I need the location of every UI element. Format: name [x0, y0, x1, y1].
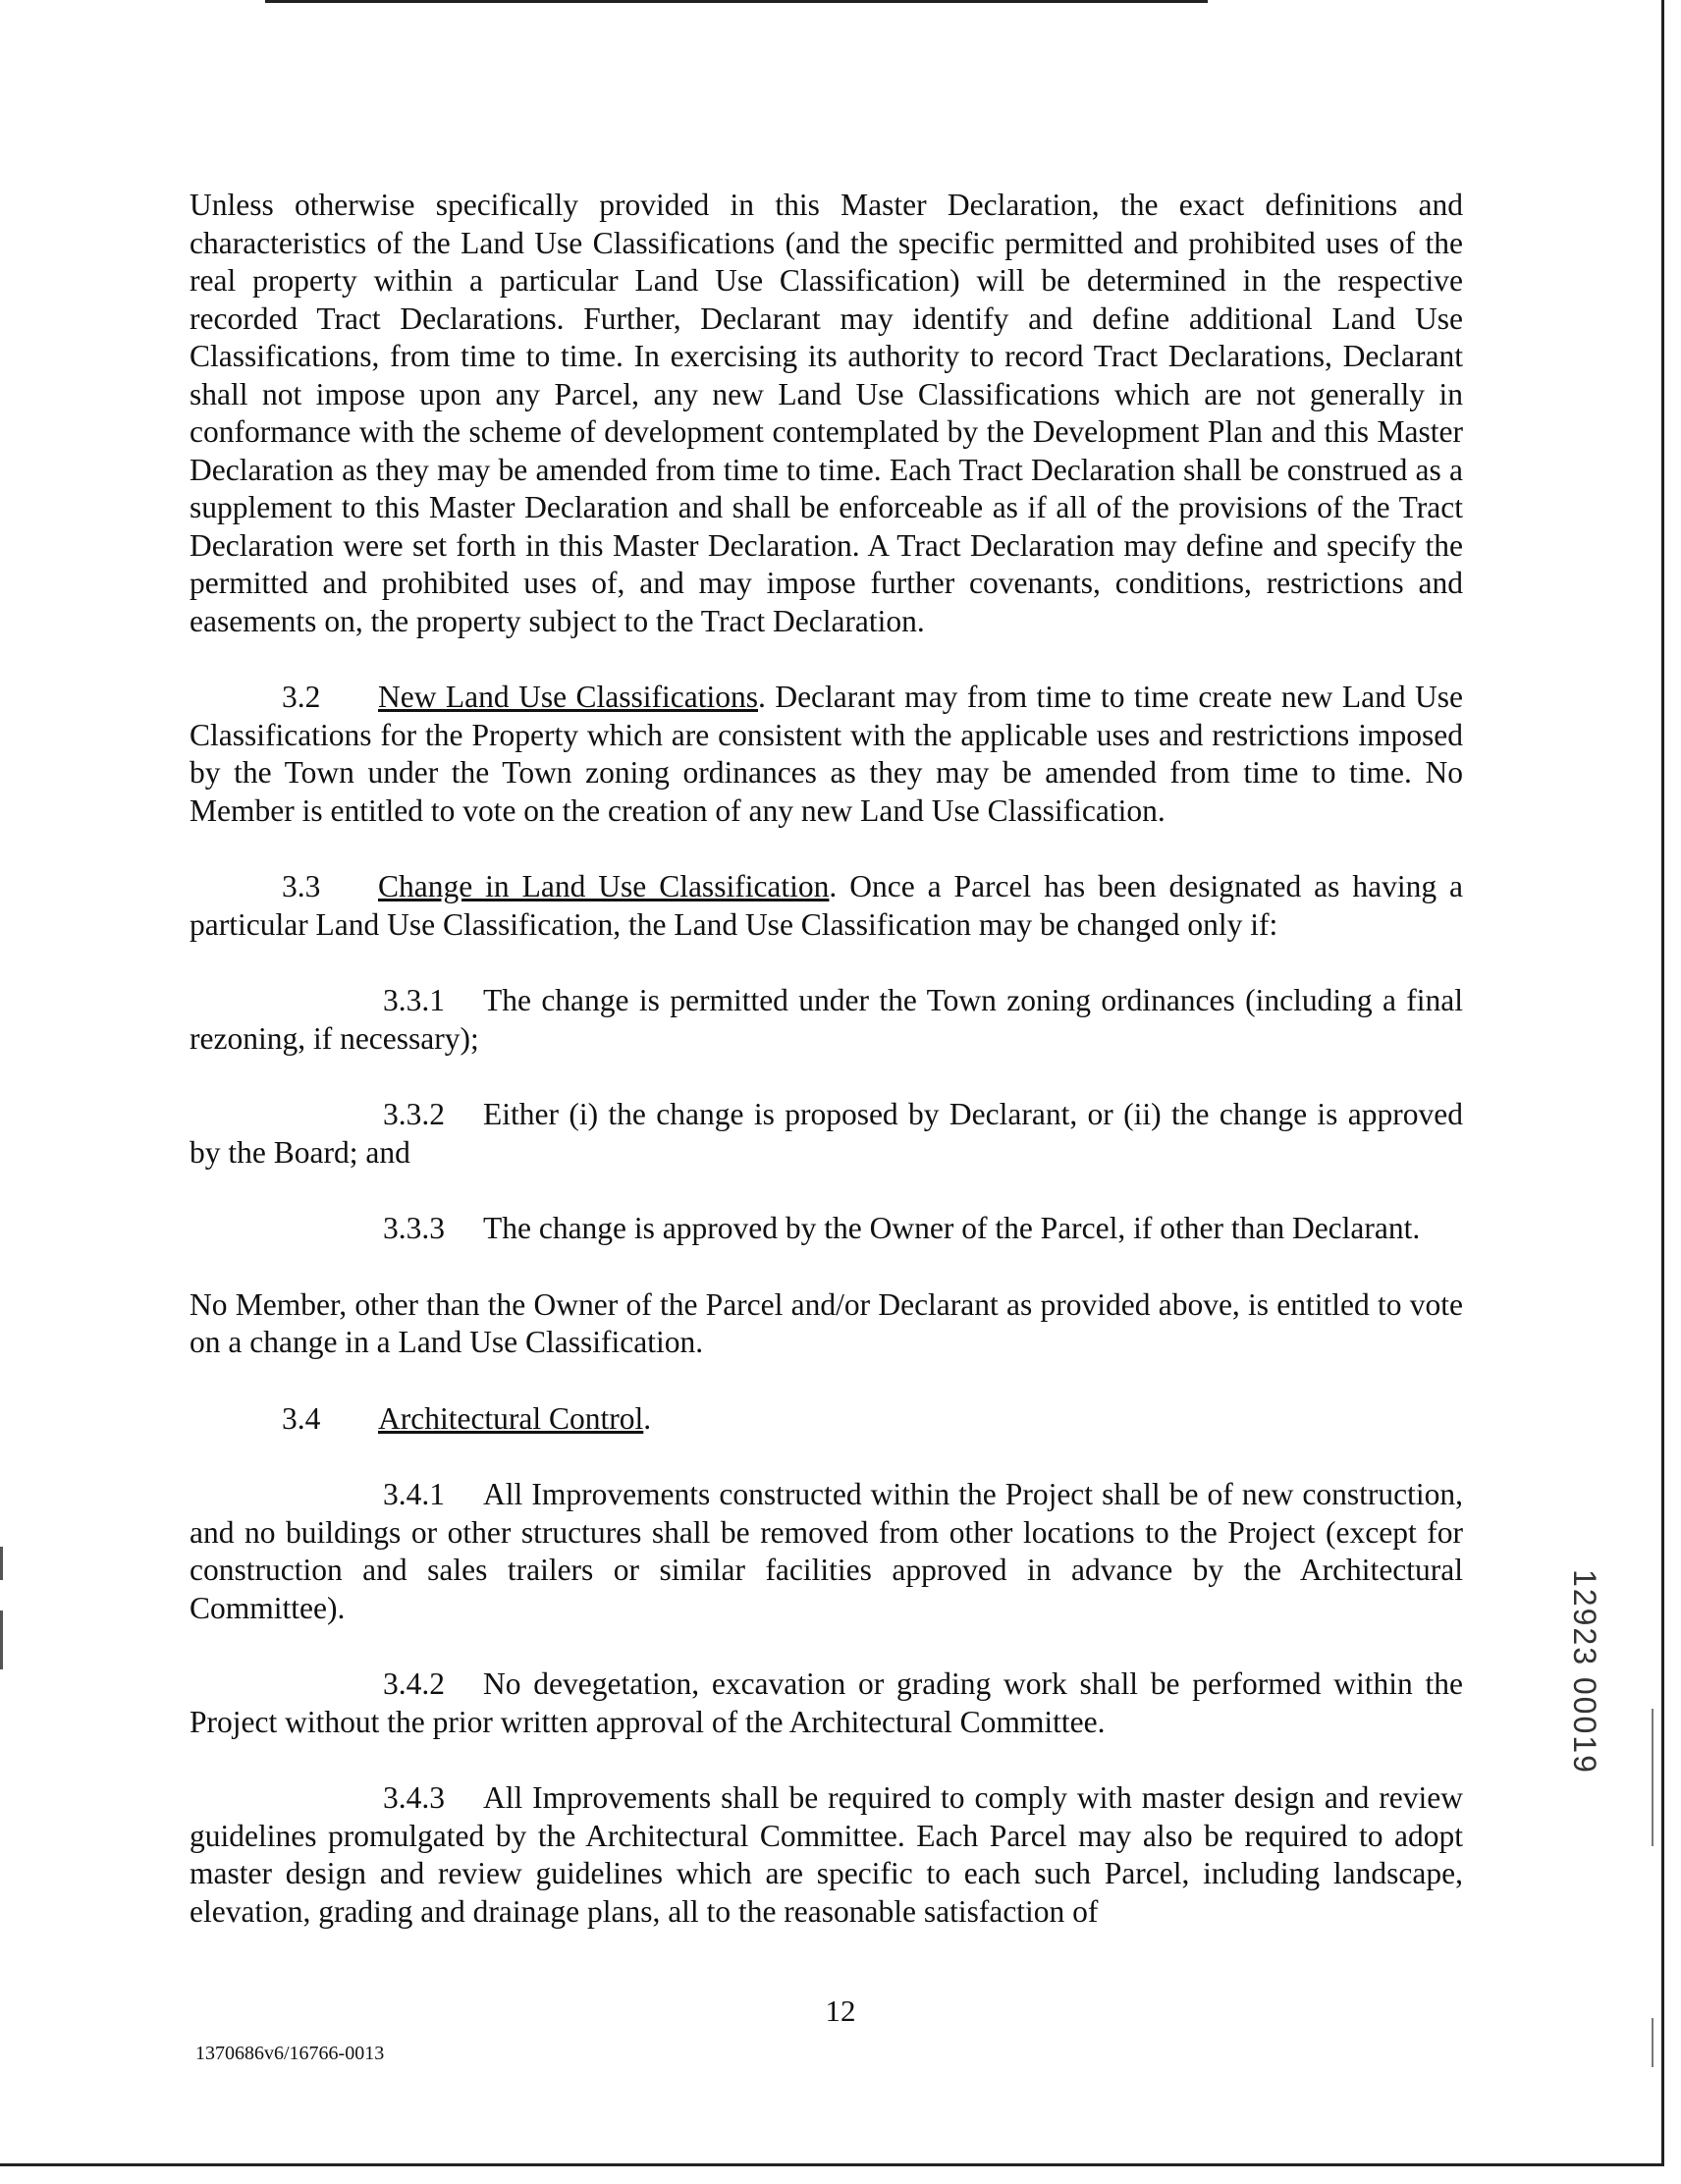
scan-left-mark [0, 1611, 3, 1669]
section-title: New Land Use Classifications [378, 680, 758, 714]
section-3-3 [190, 868, 1463, 944]
section-3-3-1 [190, 982, 1463, 1058]
subsection-number: 3.4.3 [383, 1780, 445, 1815]
subsection-number: 3.3.2 [383, 1097, 445, 1131]
section-number: 3.2 [282, 680, 321, 714]
scan-right-dash [1652, 1709, 1654, 1846]
section-title: Change in Land Use Classification [378, 869, 830, 903]
section-title: Architectural Control [378, 1400, 644, 1436]
subsection-text: The change is approved by the Owner of the Parcel, if other than Declarant. [483, 1211, 1421, 1245]
recording-stamp: 12923 00019 [1567, 1569, 1602, 1774]
section-3-4-3 [190, 1779, 1463, 1931]
subsection-text: The change is permitted under the Town zoning ordinances (including a final rezoning, if necessary); [190, 983, 1463, 1056]
subsection-text: No devegetation, excavation or grading work shall be performed within the Project without the prior written approval of the Architectural Committee. [190, 1666, 1463, 1739]
subsection-text: Either (i) the change is proposed by Declarant, or (ii) the change is approved by the Board; and [190, 1097, 1463, 1170]
document-body [190, 187, 1463, 1931]
section-3-2 [190, 679, 1463, 830]
paragraph-member-vote: No Member, other than the Owner of the Parcel and/or Declarant as provided above, is entitled to vote on a change in a Land Use Classification. [190, 1286, 1463, 1359]
subsection-text: All Improvements shall be required to comply with master design and review guidelines promulgated by the Architectural Committee. Each Parcel may also be required to adopt master design and review guidelines which are specific to each such Parcel, including landscape, elevation, grading and drainage plans, all to the reasonable satisfaction of [190, 1780, 1463, 1929]
scan-bottom-border [0, 2163, 1664, 2166]
section-3-3-3 [190, 1210, 1463, 1248]
section-text: . Once a Parcel has been designated as having a particular Land Use Classification, the Land Use Classification may be changed only if: [190, 869, 1464, 942]
section-number: 3.4 [282, 1400, 321, 1436]
subsection-number: 3.4.1 [383, 1477, 445, 1511]
section-3-4-1 [190, 1476, 1463, 1627]
scan-left-mark [0, 1547, 3, 1580]
section-text: . Declarant may from time to time create new Land Use Classifications for the Property which are consistent with the applicable uses and restrictions imposed by the Town under the Town zoning ordinances as they may be amended from time to time. No Member is entitled to vote on the creation of any new Land Use Classification. [190, 680, 1463, 828]
document-id: 1370686v6/16766-0013 [195, 2043, 385, 2064]
subsection-number: 3.3.3 [383, 1211, 445, 1245]
subsection-number: 3.4.2 [383, 1666, 445, 1701]
section-3-3-2 [190, 1096, 1463, 1172]
paragraph-intro: Unless otherwise specifically provided in this Master Declaration, the exact definitions and characteristics of the Land Use Classifications (and the specific permitted and prohibited uses of the real property within a particular Land Use Classification) will be determined in the respective recorded Tract Declarations. Further, Declarant may identify and define additional Land Use Classifications, from time to time. In exercising its authority to record Tract Declarations, Declarant shall not impose upon any Parcel, any new Land Use Classifications which are not generally in conformance with the scheme of development contemplated by the Development Plan and this Master Declaration as they may be amended from time to time. Each Tract Declaration shall be construed as a supplement to this Master Declaration and shall be enforceable as if all of the provisions of the Tract Declaration were set forth in this Master Declaration. A Tract Declaration may define and specify the permitted and prohibited uses of, and may impose further covenants, conditions, restrictions and easements on, the property subject to the Tract Declaration. [190, 188, 1463, 638]
scan-top-border [265, 0, 1208, 3]
page-number: 12 [825, 1993, 856, 2028]
section-3-4 [190, 1400, 1463, 1439]
subsection-number: 3.3.1 [383, 983, 445, 1017]
subsection-text: All Improvements constructed within the Project shall be of new construction, and no buildings or other structures shall be removed from other locations to the Project (except for construction and sales trailers or similar facilities approved in advance by the Architectural Committee). [190, 1477, 1463, 1625]
scan-right-border [1661, 0, 1664, 2165]
section-text: . [643, 1400, 652, 1436]
section-3-4-2 [190, 1665, 1463, 1741]
section-number: 3.3 [282, 869, 321, 903]
